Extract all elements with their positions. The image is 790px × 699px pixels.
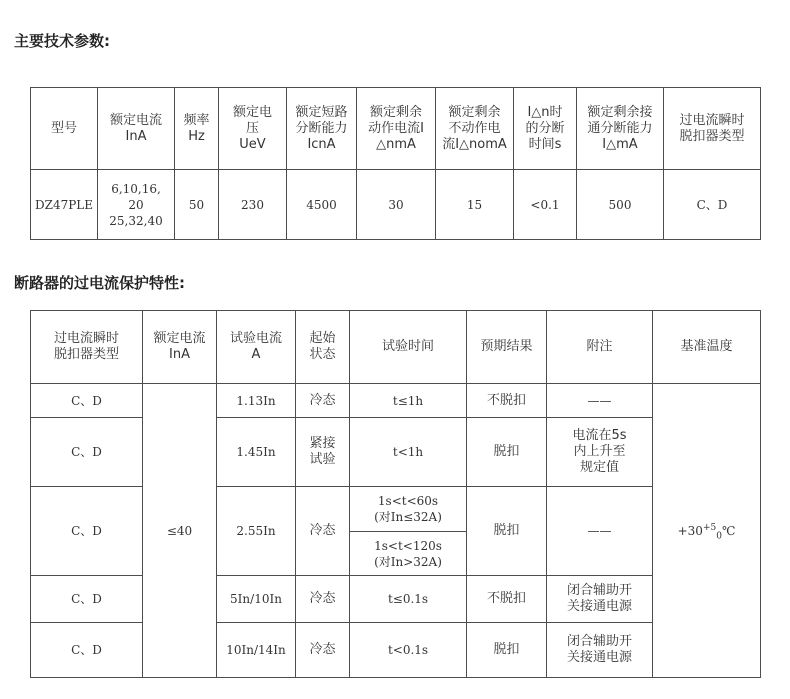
- note-cell: 闭合辅助开 关接通电源: [547, 623, 653, 678]
- trip-type-cell: C、D: [31, 384, 143, 418]
- trip-type-cell: C、D: [31, 487, 143, 576]
- test-time-cell: 1s<t<120s (对In>32A): [350, 532, 467, 576]
- test-current-cell: 10In/14In: [217, 623, 296, 678]
- trip-type-cell: C、D: [664, 170, 761, 240]
- trip-type-cell: C、D: [31, 418, 143, 487]
- header-cell: 试验电流 A: [217, 311, 296, 384]
- note-cell: ——: [547, 487, 653, 576]
- voltage-cell: 230: [219, 170, 287, 240]
- expected-result-cell: 不脱扣: [467, 384, 547, 418]
- test-time-cell: 1s<t<60s (对In≤32A): [350, 487, 467, 532]
- residual-making-cell: 500: [577, 170, 664, 240]
- header-cell: 频率 Hz: [175, 88, 219, 170]
- tech-params-table: [30, 87, 761, 240]
- model-cell: DZ47PLE: [31, 170, 98, 240]
- header-cell: 基准温度: [653, 311, 761, 384]
- expected-result-cell: 脱扣: [467, 623, 547, 678]
- initial-state-cell: 冷态: [296, 384, 350, 418]
- header-cell: 过电流瞬时 脱扣器类型: [31, 311, 143, 384]
- test-current-cell: 1.13In: [217, 384, 296, 418]
- breaking-capacity-cell: 4500: [287, 170, 357, 240]
- protection-header-row: [31, 311, 761, 384]
- initial-state-cell: 冷态: [296, 576, 350, 623]
- break-time-cell: <0.1: [514, 170, 577, 240]
- header-cell: 附注: [547, 311, 653, 384]
- reference-temp-cell: [653, 384, 761, 678]
- header-cell: 额定剩余 不动作电 流I△nomA: [436, 88, 514, 170]
- note-cell: 电流在5s 内上升至 规定值: [547, 418, 653, 487]
- table-row: [31, 487, 761, 532]
- test-current-cell: 2.55In: [217, 487, 296, 576]
- residual-nonoperating-cell: 15: [436, 170, 514, 240]
- trip-type-cell: C、D: [31, 623, 143, 678]
- header-cell: 试验时间: [350, 311, 467, 384]
- protection-table: [30, 310, 761, 678]
- expected-result-cell: 脱扣: [467, 418, 547, 487]
- note-cell: ——: [547, 384, 653, 418]
- test-time-cell: t<1h: [350, 418, 467, 487]
- header-cell: 预期结果: [467, 311, 547, 384]
- test-current-cell: 1.45In: [217, 418, 296, 487]
- header-cell: 起始 状态: [296, 311, 350, 384]
- initial-state-cell: 冷态: [296, 487, 350, 576]
- table-row: [31, 623, 761, 678]
- test-current-cell: 5In/10In: [217, 576, 296, 623]
- reference-temp-value: $+30^{+5}_0℃$: [677, 522, 736, 541]
- section-title-tech-params: 主要技术参数:: [14, 32, 110, 50]
- initial-state-cell: 紧接 试验: [296, 418, 350, 487]
- note-cell: 闭合辅助开 关接通电源: [547, 576, 653, 623]
- header-cell: 额定剩余接 通分断能力 I△mA: [577, 88, 664, 170]
- table-row: [31, 418, 761, 487]
- initial-state-cell: 冷态: [296, 623, 350, 678]
- header-cell: 额定短路 分断能力 IcnA: [287, 88, 357, 170]
- rated-current-cell: ≤40: [143, 384, 217, 678]
- trip-type-cell: C、D: [31, 576, 143, 623]
- residual-operating-cell: 30: [357, 170, 436, 240]
- test-time-cell: t≤1h: [350, 384, 467, 418]
- expected-result-cell: 不脱扣: [467, 576, 547, 623]
- header-cell: 额定电流 InA: [98, 88, 175, 170]
- test-time-cell: t≤0.1s: [350, 576, 467, 623]
- header-cell: 额定电流 InA: [143, 311, 217, 384]
- header-cell: I△n时 的分断 时间s: [514, 88, 577, 170]
- header-cell: 型号: [31, 88, 98, 170]
- test-time-cell: t<0.1s: [350, 623, 467, 678]
- tech-params-header-row: [31, 88, 761, 170]
- table-row: [31, 384, 761, 418]
- header-cell: 过电流瞬时 脱扣器类型: [664, 88, 761, 170]
- section-title-protection: 断路器的过电流保护特性:: [14, 274, 185, 292]
- table-row: [31, 170, 761, 240]
- expected-result-cell: 脱扣: [467, 487, 547, 576]
- frequency-cell: 50: [175, 170, 219, 240]
- rated-current-cell: 6,10,16, 20 25,32,40: [98, 170, 175, 240]
- table-row: [31, 576, 761, 623]
- header-cell: 额定剩余 动作电流I △nmA: [357, 88, 436, 170]
- header-cell: 额定电 压 UeV: [219, 88, 287, 170]
